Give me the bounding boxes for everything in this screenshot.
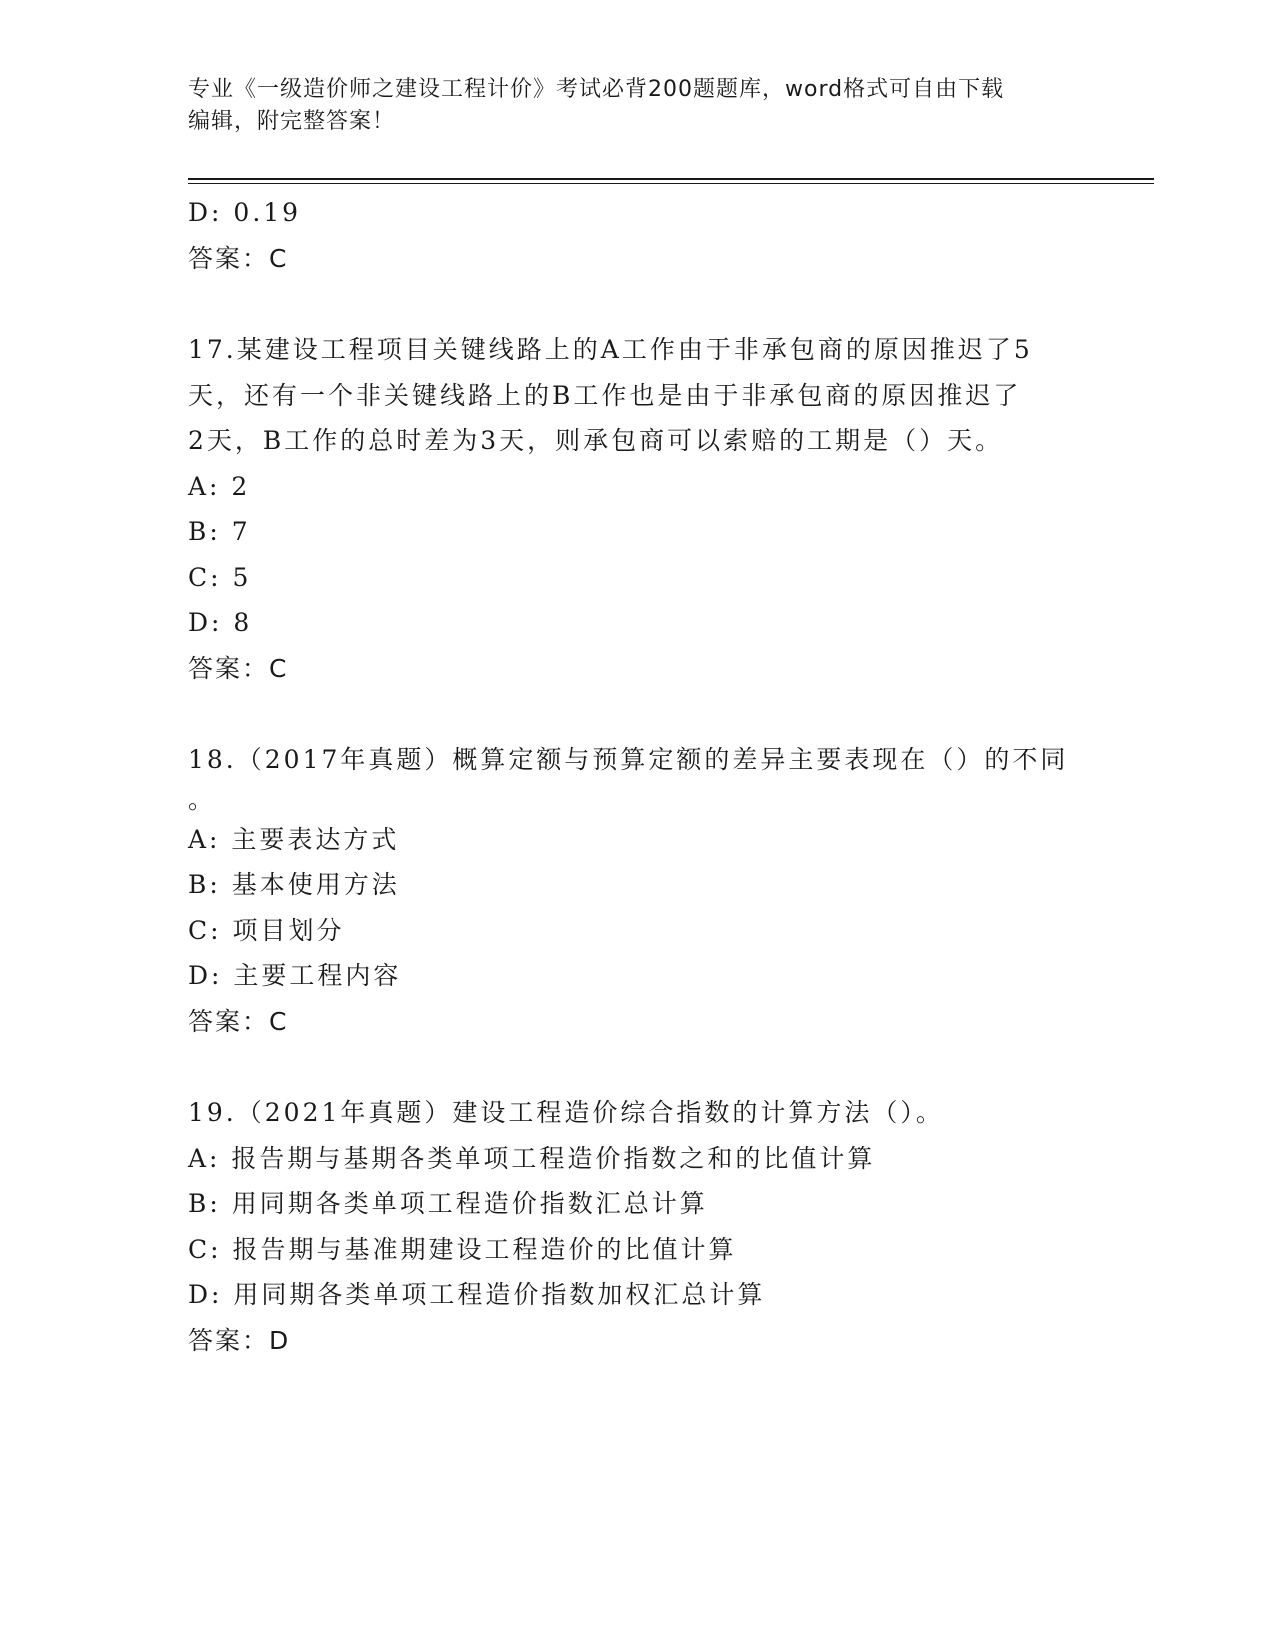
question-19-answer: 答案：D — [188, 1325, 291, 1355]
question-19-option-d: D: 用同期各类单项工程造价指数加权汇总计算 — [188, 1280, 766, 1309]
question-19-text-line-1: 19.（2021年真题）建设工程造价综合指数的计算方法（）。 — [188, 1098, 944, 1127]
question-17-option-c: C: 5 — [188, 562, 252, 592]
question-18-text-line-2: 。 — [188, 784, 217, 814]
question-18-text-line-1: 18.（2017年真题）概算定额与预算定额的差异主要表现在（）的不同 — [188, 745, 1069, 774]
page-header — [188, 74, 1088, 138]
question-19-option-c: C: 报告期与基准期建设工程造价的比值计算 — [188, 1234, 737, 1264]
header-title-line-2: 编辑，附完整答案！ — [188, 109, 396, 134]
header-divider — [188, 178, 1154, 180]
question-17 — [188, 327, 1088, 691]
question-17-answer: 答案：C — [188, 653, 289, 683]
previous-question-answer: 答案：C — [188, 243, 289, 273]
question-18-option-a: A: 主要表达方式 — [188, 824, 400, 854]
question-19-option-a: A: 报告期与基期各类单项工程造价指数之和的比值计算 — [188, 1143, 876, 1173]
question-17-text-line-3: 2天，B工作的总时差为3天，则承包商可以索赔的工期是（）天。 — [188, 426, 1004, 455]
question-17-text-line-2: 天，还有一个非关键线路上的B工作也是由于非承包商的原因推迟了 — [188, 380, 1022, 410]
question-17-option-d: D: 8 — [188, 608, 253, 637]
header-title-line-1: 专业《一级造价师之建设工程计价》考试必背200题题库，word格式可自由下载 — [188, 77, 1005, 102]
question-18-answer: 答案：C — [188, 1006, 289, 1036]
question-17-text-line-1: 17.某建设工程项目关键线路上的A工作由于非承包商的原因推迟了5 — [188, 335, 1033, 364]
previous-question-option-d: D: 0.19 — [188, 198, 302, 227]
document-body — [188, 190, 1088, 1363]
header-divider-thin — [188, 183, 1154, 184]
question-18 — [188, 737, 1088, 1044]
question-18-option-b: B: 基本使用方法 — [188, 870, 400, 899]
question-17-option-a: A: 2 — [188, 471, 251, 501]
question-19 — [188, 1090, 1088, 1363]
question-19-option-b: B: 用同期各类单项工程造价指数汇总计算 — [188, 1189, 708, 1218]
question-17-option-b: B: 7 — [188, 517, 251, 546]
question-18-option-d: D: 主要工程内容 — [188, 961, 402, 990]
question-18-option-c: C: 项目划分 — [188, 915, 345, 945]
